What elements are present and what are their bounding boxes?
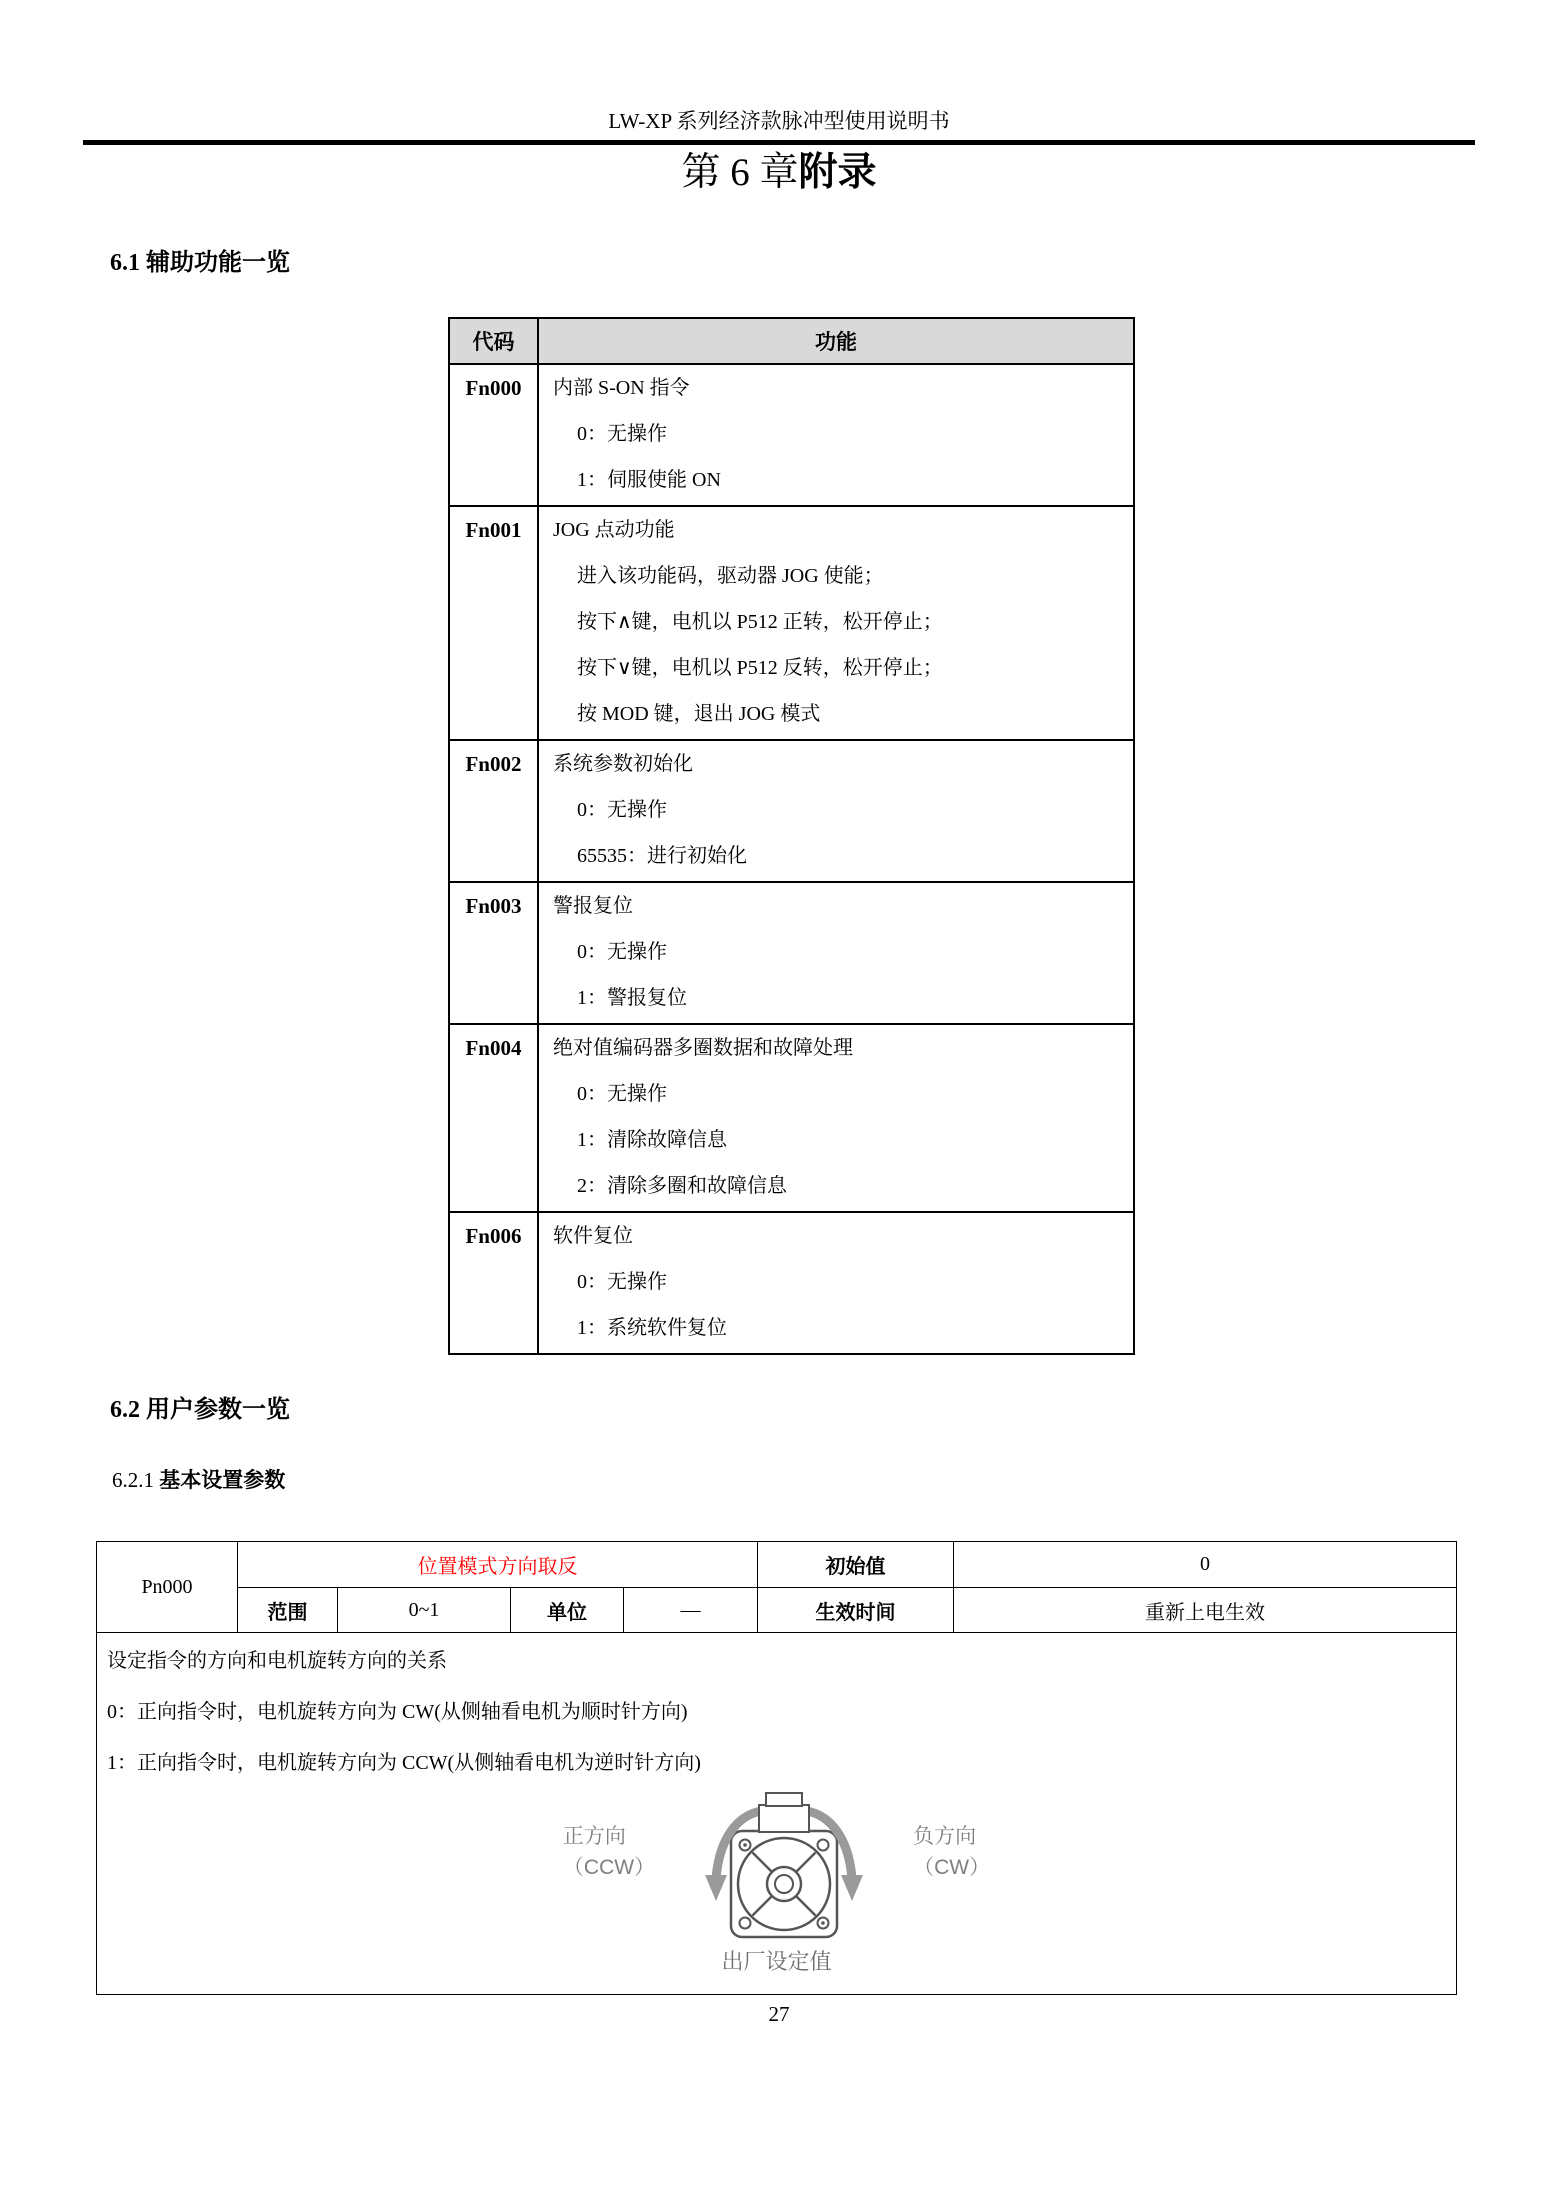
- fn-option: 按 MOD 键，退出 JOG 模式: [577, 703, 821, 725]
- section-6-1-heading: 6.1 辅助功能一览: [110, 250, 290, 276]
- fn-code: Fn006: [449, 1212, 538, 1354]
- factory-setting-caption: 出厂设定值: [721, 1949, 832, 1974]
- fn-option: 1：警报复位: [577, 987, 687, 1009]
- chapter-title: [83, 149, 1475, 197]
- unit-label: 单位: [511, 1588, 624, 1633]
- fn-code: Fn000: [449, 364, 538, 506]
- fn-title: 系统参数初始化: [553, 753, 693, 775]
- aux-table-header-row: [449, 318, 1134, 364]
- unit-value: —: [624, 1588, 758, 1633]
- fn-code: Fn001: [449, 506, 538, 740]
- fn-option: 1：清除故障信息: [577, 1129, 727, 1151]
- section-6-2-1-heading: [112, 1466, 285, 1494]
- fn-option: 0：无操作: [577, 1271, 667, 1293]
- fn-option: 进入该功能码，驱动器 JOG 使能；: [577, 565, 884, 587]
- table-row-fn000: [449, 364, 1134, 506]
- running-header: LW-XP 系列经济款脉冲型使用说明书: [608, 109, 950, 133]
- range-label: 范围: [238, 1588, 338, 1633]
- effective-time-label: 生效时间: [758, 1588, 954, 1633]
- fn-title: JOG 点动功能: [553, 519, 675, 541]
- param-code: Pn000: [97, 1542, 238, 1633]
- param-description: 设定指令的方向和电机旋转方向的关系: [107, 1650, 447, 1672]
- chapter-title-number: 第 6 章: [681, 151, 799, 194]
- range-value: 0~1: [338, 1588, 511, 1633]
- fn-code: Fn003: [449, 882, 538, 1024]
- negative-direction-label: 负方向 （CW）: [913, 1825, 991, 1879]
- table-row-fn002: [449, 740, 1134, 882]
- fn-option: 0：无操作: [577, 799, 667, 821]
- initial-value: 0: [954, 1542, 1457, 1588]
- positive-direction-label: 正方向 （CCW）: [562, 1825, 656, 1879]
- fn-title: 绝对值编码器多圈数据和故障处理: [553, 1037, 853, 1059]
- aux-function-table: [448, 317, 1135, 1355]
- fn-code: Fn004: [449, 1024, 538, 1212]
- param-description-row: [97, 1633, 1457, 1995]
- initial-value-label: 初始值: [758, 1542, 954, 1588]
- table-row-fn004: [449, 1024, 1134, 1212]
- fn-title: 内部 S-ON 指令: [553, 377, 690, 399]
- table-row-fn003: [449, 882, 1134, 1024]
- fn-option: 0：无操作: [577, 941, 667, 963]
- fn-option: 按下∧键，电机以 P512 正转，松开停止；: [577, 611, 943, 633]
- subsection-number: 6.2.1: [112, 1468, 154, 1492]
- param-name: 位置模式方向取反: [238, 1542, 758, 1588]
- param-table: [96, 1541, 1457, 1995]
- motor-direction-diagram: [97, 1791, 1456, 1976]
- fn-option: 按下∨键，电机以 P512 反转，松开停止；: [577, 657, 943, 679]
- effective-time-value: 重新上电生效: [954, 1588, 1457, 1633]
- fn-title: 软件复位: [553, 1225, 633, 1247]
- fn-option: 0：无操作: [577, 1083, 667, 1105]
- fn-option: 2：清除多圈和故障信息: [577, 1175, 787, 1197]
- fn-option: 65535：进行初始化: [577, 845, 747, 867]
- table-row-fn001: [449, 506, 1134, 740]
- param-row-2: [97, 1588, 1457, 1633]
- header-rule: [83, 140, 1475, 145]
- param-option-0: 0：正向指令时，电机旋转方向为 CW(从侧轴看电机为顺时针方向): [107, 1701, 688, 1723]
- fn-option: 1：系统软件复位: [577, 1317, 727, 1339]
- param-option-1: 1：正向指令时，电机旋转方向为 CCW(从侧轴看电机为逆时针方向): [107, 1752, 701, 1774]
- page-number: 27: [768, 2002, 790, 2026]
- col-header-function: 功能: [538, 318, 1134, 364]
- fn-option: 0：无操作: [577, 423, 667, 445]
- servo-motor-illustration: [679, 1791, 889, 1941]
- col-header-code: 代码: [449, 318, 538, 364]
- chapter-title-text: 附录: [798, 151, 877, 194]
- fn-option: 1：伺服使能 ON: [577, 469, 721, 491]
- subsection-title: 基本设置参数: [159, 1468, 286, 1492]
- param-row-1: [97, 1542, 1457, 1588]
- table-row-fn006: [449, 1212, 1134, 1354]
- fn-title: 警报复位: [553, 895, 633, 917]
- section-6-2-heading: 6.2 用户参数一览: [110, 1397, 290, 1423]
- fn-code: Fn002: [449, 740, 538, 882]
